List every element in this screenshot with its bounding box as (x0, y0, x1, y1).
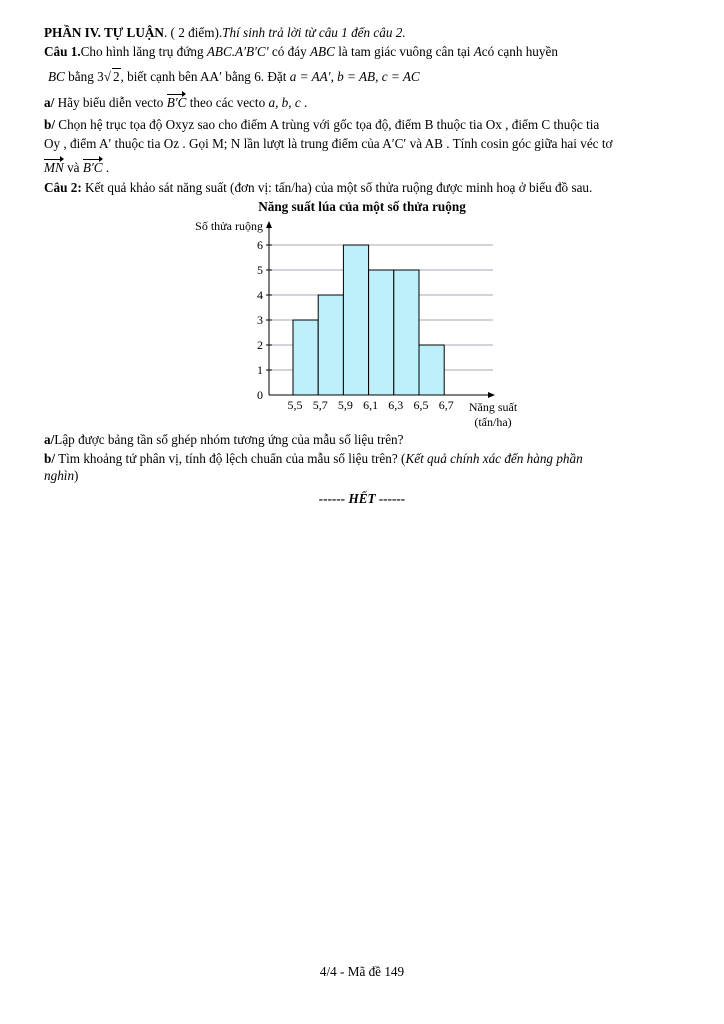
prism-name: ABC.A′B′C′ (206, 44, 269, 59)
part-b-text: và (67, 160, 80, 175)
x-tick-label: 5,9 (337, 398, 353, 412)
histogram-chart (0, 0, 724, 440)
part-b-text: Tìm khoảng tứ phân vị, tính độ lệch chuẩn của mẫu số liệu trên? ( (58, 451, 406, 466)
y-tick-label: 5 (257, 263, 263, 277)
section-instruction: Thí sinh trả lời từ câu 1 đến câu 2. (222, 25, 406, 40)
histogram-bar (394, 270, 419, 395)
question-2-part-b-cont (44, 468, 704, 484)
base-name: ABC (310, 44, 335, 59)
sqrt-icon: √ (103, 69, 111, 84)
vector-mn: MN (44, 160, 64, 175)
part-a-text: Lập được bảng tần số ghép nhóm tương ứng của mẫu số liệu trên? (54, 432, 404, 447)
x-axis-arrow-icon (488, 392, 495, 398)
histogram-bar (369, 270, 394, 395)
part-a-label: a/ (44, 432, 55, 447)
vertex-name: A (473, 44, 482, 59)
y-tick-label: 0 (257, 388, 263, 402)
x-axis-label: Năng suất (468, 400, 518, 414)
part-b-text: ) (74, 468, 79, 483)
q1-text: bằng (225, 69, 251, 84)
y-tick-label: 3 (257, 313, 263, 327)
histogram-bar (318, 295, 343, 395)
vector-bc-prime: B′C (82, 160, 103, 175)
question-2-part-b (44, 451, 704, 467)
part-a-label: a/ (44, 95, 55, 110)
part-b-text: Chọn hệ trục tọa độ Oxyz sao cho điểm A trùng với gốc tọa độ, điểm B thuộc tia Ox , điểm C thuộc tia (58, 117, 600, 132)
histogram-bar (419, 345, 444, 395)
question-1-line-2: BC bằng 3√ 2, biết cạnh bên AA′ bằng 6. Đặt a = AA′, b = AB, c = AC (48, 69, 420, 84)
section-points: . ( 2 điểm). (163, 25, 223, 40)
bc-name: BC (48, 69, 65, 84)
q1-text: . Đặt (260, 69, 287, 84)
x-tick-label: 5,7 (312, 398, 328, 412)
part-a-text: Hãy biểu diễn vecto (57, 95, 164, 110)
q1-text: bằng (68, 69, 94, 84)
histogram-bar (343, 245, 368, 395)
def-vector-c: c = AC (381, 69, 420, 84)
q1-text: có đáy (271, 44, 307, 59)
x-axis-unit: (tấn/ha) (474, 415, 512, 429)
basis-vectors: a, b, c (268, 95, 301, 110)
x-tick-label: 6,1 (363, 398, 379, 412)
page-footer: 4/4 - Mã đề 149 (319, 964, 405, 979)
value-six: 6 (254, 69, 261, 84)
part-b-note: nghìn (44, 468, 75, 483)
y-tick-label: 4 (257, 288, 263, 302)
def-vector-a: a = AA′ (289, 69, 331, 84)
y-tick-label: 6 (257, 238, 263, 252)
x-tick-label: 5,5 (287, 398, 303, 412)
question-2-text: Kết quả khảo sát năng suất (đơn vị: tấn/ha) của một số thửa ruộng được minh hoạ ở biểu đồ sau. (85, 180, 593, 195)
q1-text: Cho hình lăng trụ đứng (80, 44, 204, 59)
part-a-text: theo các vecto (189, 95, 266, 110)
x-tick-label: 6,7 (438, 398, 454, 412)
question-2-part-a (44, 432, 704, 448)
part-b-text: Oy , điểm A′ thuộc tia Oz . Gọi M; N lần lượt là trung điểm của A′C′ và AB . Tính cosin góc giữa hai véc tơ (44, 136, 613, 151)
end-mark: ------ HẾT ------ (318, 491, 406, 506)
part-b-note: Kết quả chính xác đến hàng phần (405, 451, 583, 466)
x-tick-label: 6,5 (413, 398, 429, 412)
y-axis-label: Số thửa ruộng (195, 219, 263, 233)
q1-text: có cạnh huyền (481, 44, 558, 59)
part-b-label: b/ (44, 117, 55, 132)
question-1-part-a: a/ Hãy biểu diễn vecto B′C theo các vecto a, b, c . (44, 95, 308, 110)
question-2-label: Câu 2: (44, 180, 82, 195)
section-title: PHẦN IV. TỰ LUẬN (44, 25, 164, 40)
y-axis-arrow-icon (266, 221, 272, 228)
sqrt-arg: 2 (112, 69, 120, 84)
histogram-bar (293, 320, 318, 395)
chart-title: Năng suất lúa của một số thửa ruộng (258, 199, 466, 214)
part-b-label: b/ (44, 451, 55, 466)
aa-name: AA′ (200, 69, 222, 84)
q1-text: , biết cạnh bên (120, 69, 198, 84)
def-vector-b: b = AB (337, 69, 376, 84)
question-1-label: Câu 1. (44, 44, 81, 59)
y-tick-label: 2 (257, 338, 263, 352)
y-tick-label: 1 (257, 363, 263, 377)
sqrt-coef: 3 (97, 69, 104, 84)
q1-text: là tam giác vuông cân tại (338, 44, 471, 59)
vector-bc-prime: B′C (166, 95, 187, 110)
x-tick-label: 6,3 (388, 398, 404, 412)
part-b-text: . (105, 160, 110, 175)
